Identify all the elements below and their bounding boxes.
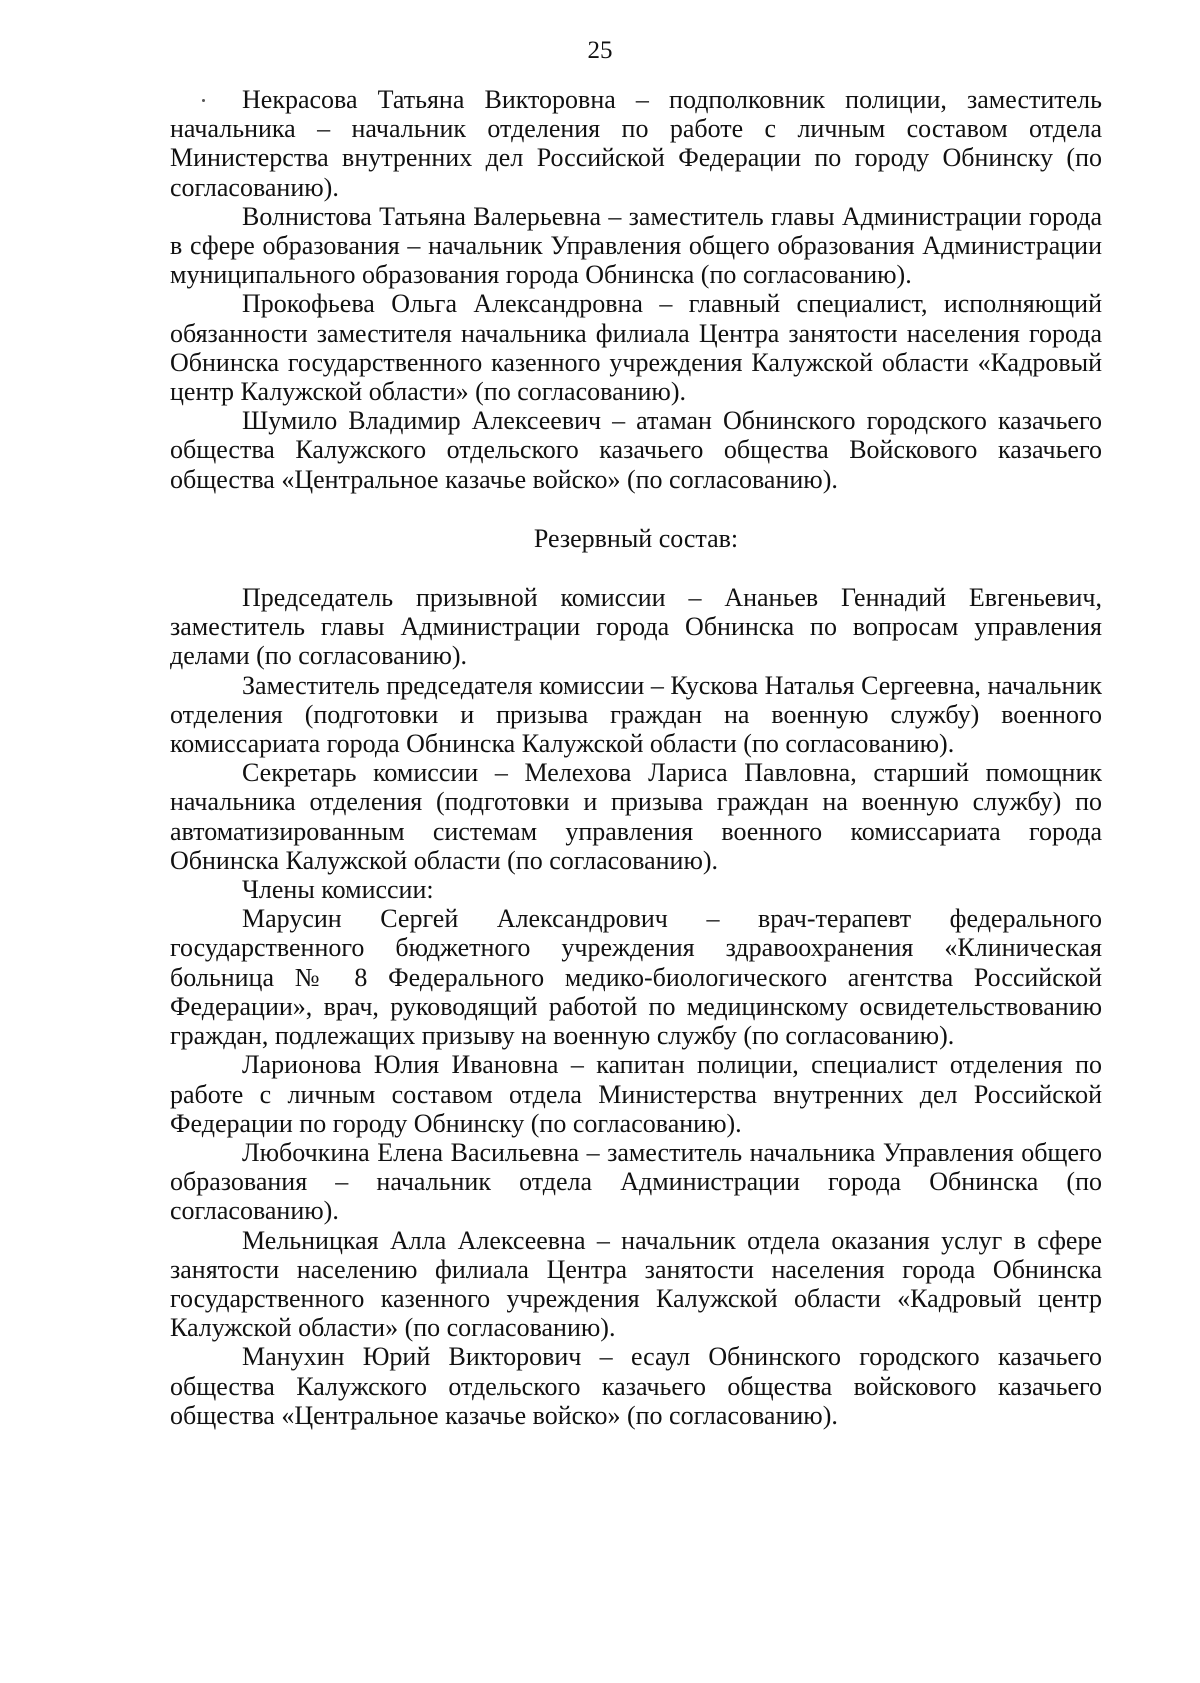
- document-body: [170, 85, 1102, 1430]
- reserve-member-paragraph-1: Марусин Сергей Александрович – врач-терапевт федерального государственного бюджетного учреждения здравоохранения «Клиническая больница № 8 Федерального медико-биологического агентства Российской Федерации», врач, руководящий работой по медицинскому освидетельствованию граждан, подлежащих призыву на военную службу (по согласованию).: [170, 904, 1102, 1051]
- reserve-section-title: Резервный состав:: [533, 523, 739, 553]
- reserve-members-heading: Члены комиссии:: [242, 875, 434, 905]
- reserve-member-paragraph-3: Любочкина Елена Васильевна – заместитель начальника Управления общего образования – начальник отдела Администрации города Обнинска (по согласованию).: [170, 1137, 1102, 1226]
- reserve-member-paragraph-5: Манухин Юрий Викторович – есаул Обнинского городского казачьего общества Калужского отдельского казачьего общества войскового казачьего общества «Центральное казачье войско» (по согласованию).: [170, 1342, 1102, 1430]
- member-paragraph-1: Некрасова Татьяна Викторовна – подполковник полиции, заместитель начальника – начальник отделения по работе с личным составом отдела Министерства внутренних дел Российской Федерации по городу Обнинску (по согласованию).: [170, 85, 1102, 202]
- reserve-deputy-paragraph: Заместитель председателя комиссии – Кускова Наталья Сергеевна, начальник отделения (подготовки и призыва граждан на военную службу) военного комиссариата города Обнинска Калужской области (по согласованию).: [170, 670, 1102, 759]
- page-number: 25: [587, 37, 613, 64]
- reserve-member-paragraph-4: Мельницкая Алла Алексеевна – начальник отдела оказания услуг в сфере занятости населению филиала Центра занятости населения города Обнинска государственного казенного учреждения Калужской области «Кадровый центр Калужской области» (по согласованию).: [170, 1225, 1102, 1343]
- member-paragraph-2: Волнистова Татьяна Валерьевна – заместитель главы Администрации города в сфере образования – начальник Управления общего образования Администрации муниципального образования города Обнинска (по согласованию).: [170, 201, 1102, 290]
- member-paragraph-4: Шумило Владимир Алексеевич – атаман Обнинского городского казачьего общества Калужского отдельского казачьего общества Войскового казачьего общества «Центральное казачье войско» (по согласованию).: [170, 406, 1102, 494]
- reserve-chair-paragraph: Председатель призывной комиссии – Ананьев Геннадий Евгеньевич, заместитель главы Администрации города Обнинска по вопросам управления делами (по согласованию).: [170, 583, 1102, 671]
- reserve-secretary-paragraph: Секретарь комиссии – Мелехова Лариса Павловна, старший помощник начальника отделения (подготовки и призыва граждан на военную службу) по автоматизированным системам управления военного комиссариата города Обнинска Калужской области (по согласованию).: [170, 758, 1102, 875]
- reserve-member-paragraph-2: Ларионова Юлия Ивановна – капитан полиции, специалист отделения по работе с личным составом отдела Министерства внутренних дел Российской Федерации по городу Обнинску (по согласованию).: [170, 1050, 1102, 1138]
- member-paragraph-3: Прокофьева Ольга Александровна – главный специалист, исполняющий обязанности заместителя начальника филиала Центра занятости населения города Обнинска государственного казенного учреждения Калужской области «Кадровый центр Калужской области» (по согласованию).: [170, 289, 1102, 407]
